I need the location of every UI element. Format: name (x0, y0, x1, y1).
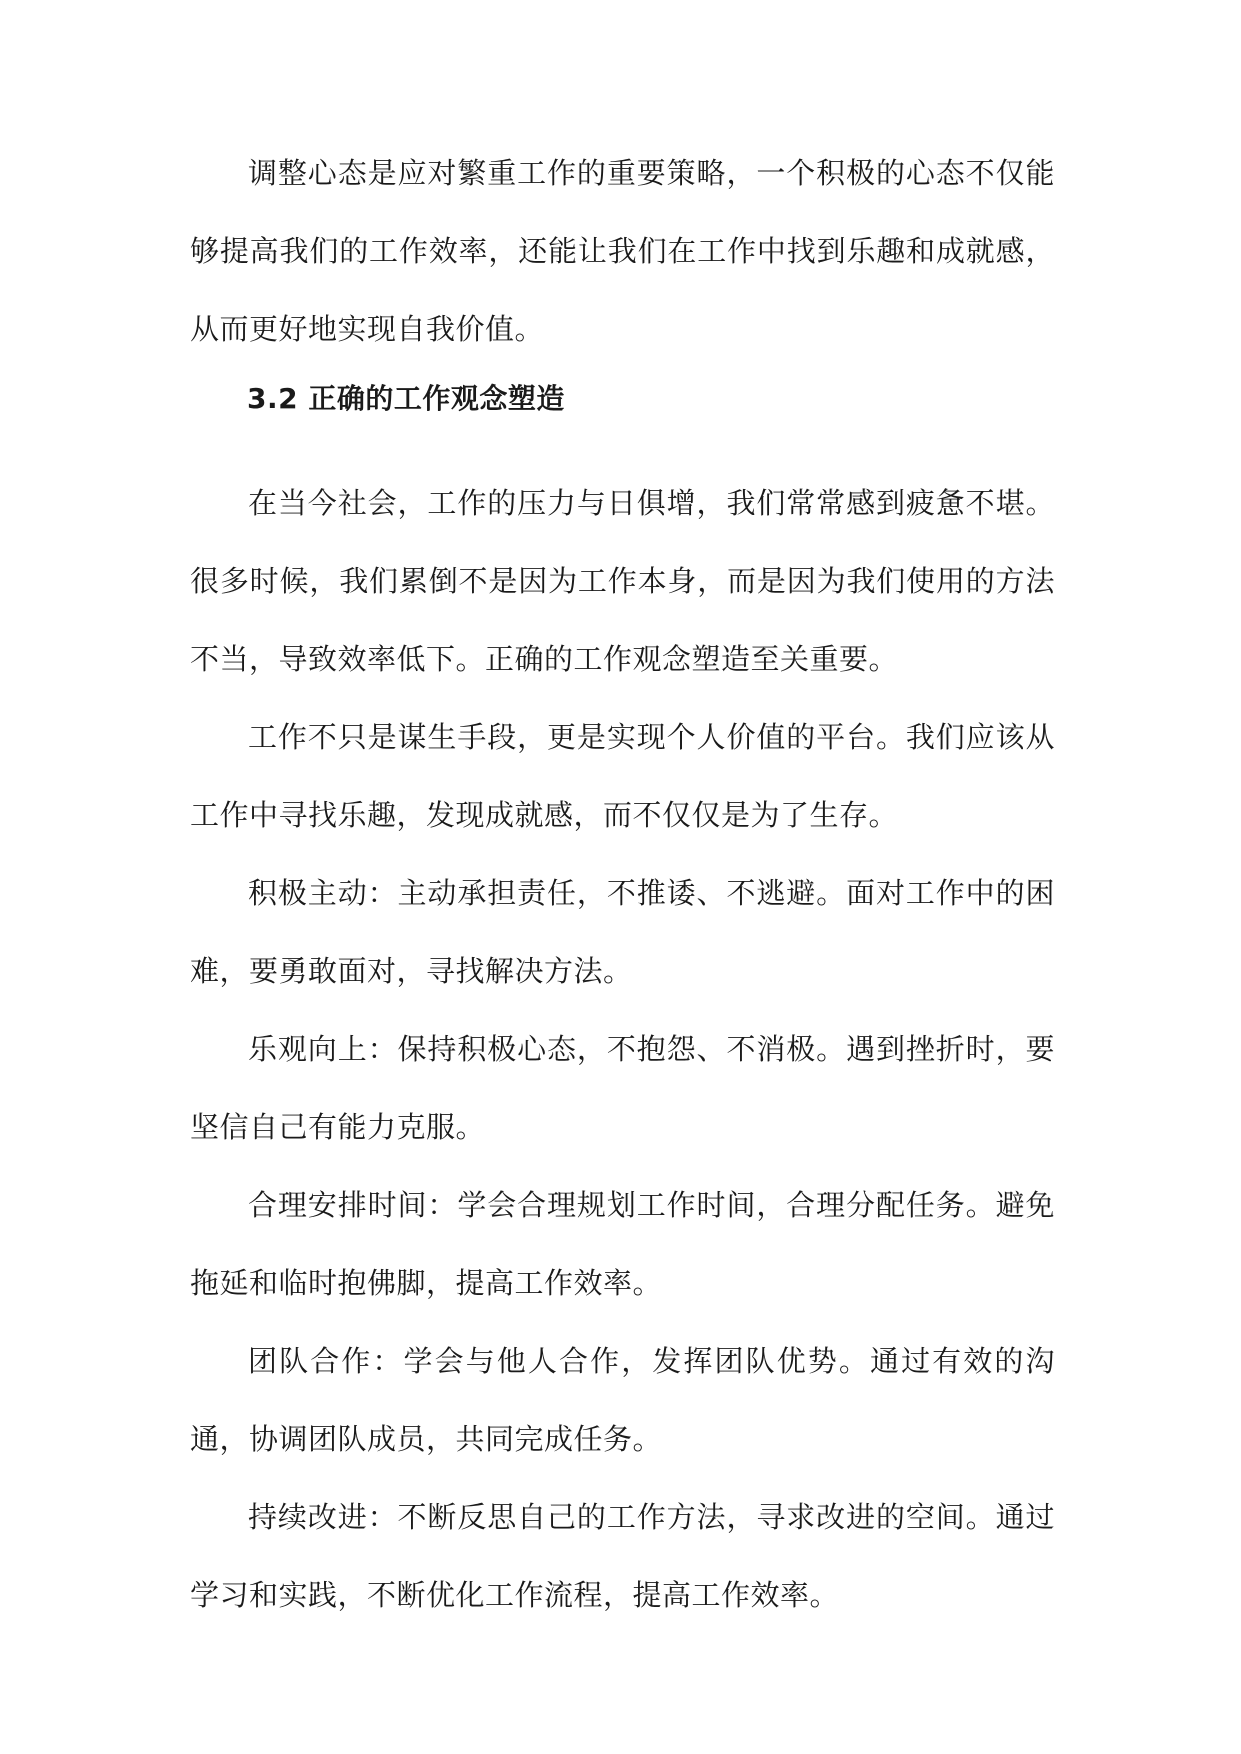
body-paragraph: 合理安排时间：学会合理规划工作时间，合理分配任务。避免拖延和临时抱佛脚，提高工作效率。 (190, 1188, 1055, 1300)
section-body (190, 464, 1055, 1634)
body-paragraph: 积极主动：主动承担责任，不推诿、不逃避。面对工作中的困难，要勇敢面对，寻找解决方法。 (190, 876, 1055, 988)
body-paragraph: 团队合作：学会与他人合作，发挥团队优势。通过有效的沟通，协调团队成员，共同完成任务。 (190, 1344, 1055, 1456)
body-paragraph: 乐观向上：保持积极心态，不抱怨、不消极。遇到挫折时，要坚信自己有能力克服。 (190, 1032, 1055, 1144)
intro-paragraph: 调整心态是应对繁重工作的重要策略，一个积极的心态不仅能够提高我们的工作效率，还能让我们在工作中找到乐趣和成就感，从而更好地实现自我价值。 (190, 156, 1055, 346)
body-paragraph: 持续改进：不断反思自己的工作方法，寻求改进的空间。通过学习和实践，不断优化工作流程，提高工作效率。 (190, 1500, 1055, 1612)
body-paragraph: 在当今社会，工作的压力与日俱增，我们常常感到疲惫不堪。很多时候，我们累倒不是因为工作本身，而是因为我们使用的方法不当，导致效率低下。正确的工作观念塑造至关重要。 (190, 486, 1055, 676)
section-heading: 3.2 正确的工作观念塑造 (247, 382, 565, 415)
body-paragraph: 工作不只是谋生手段，更是实现个人价值的平台。我们应该从工作中寻找乐趣，发现成就感，而不仅仅是为了生存。 (190, 720, 1055, 832)
